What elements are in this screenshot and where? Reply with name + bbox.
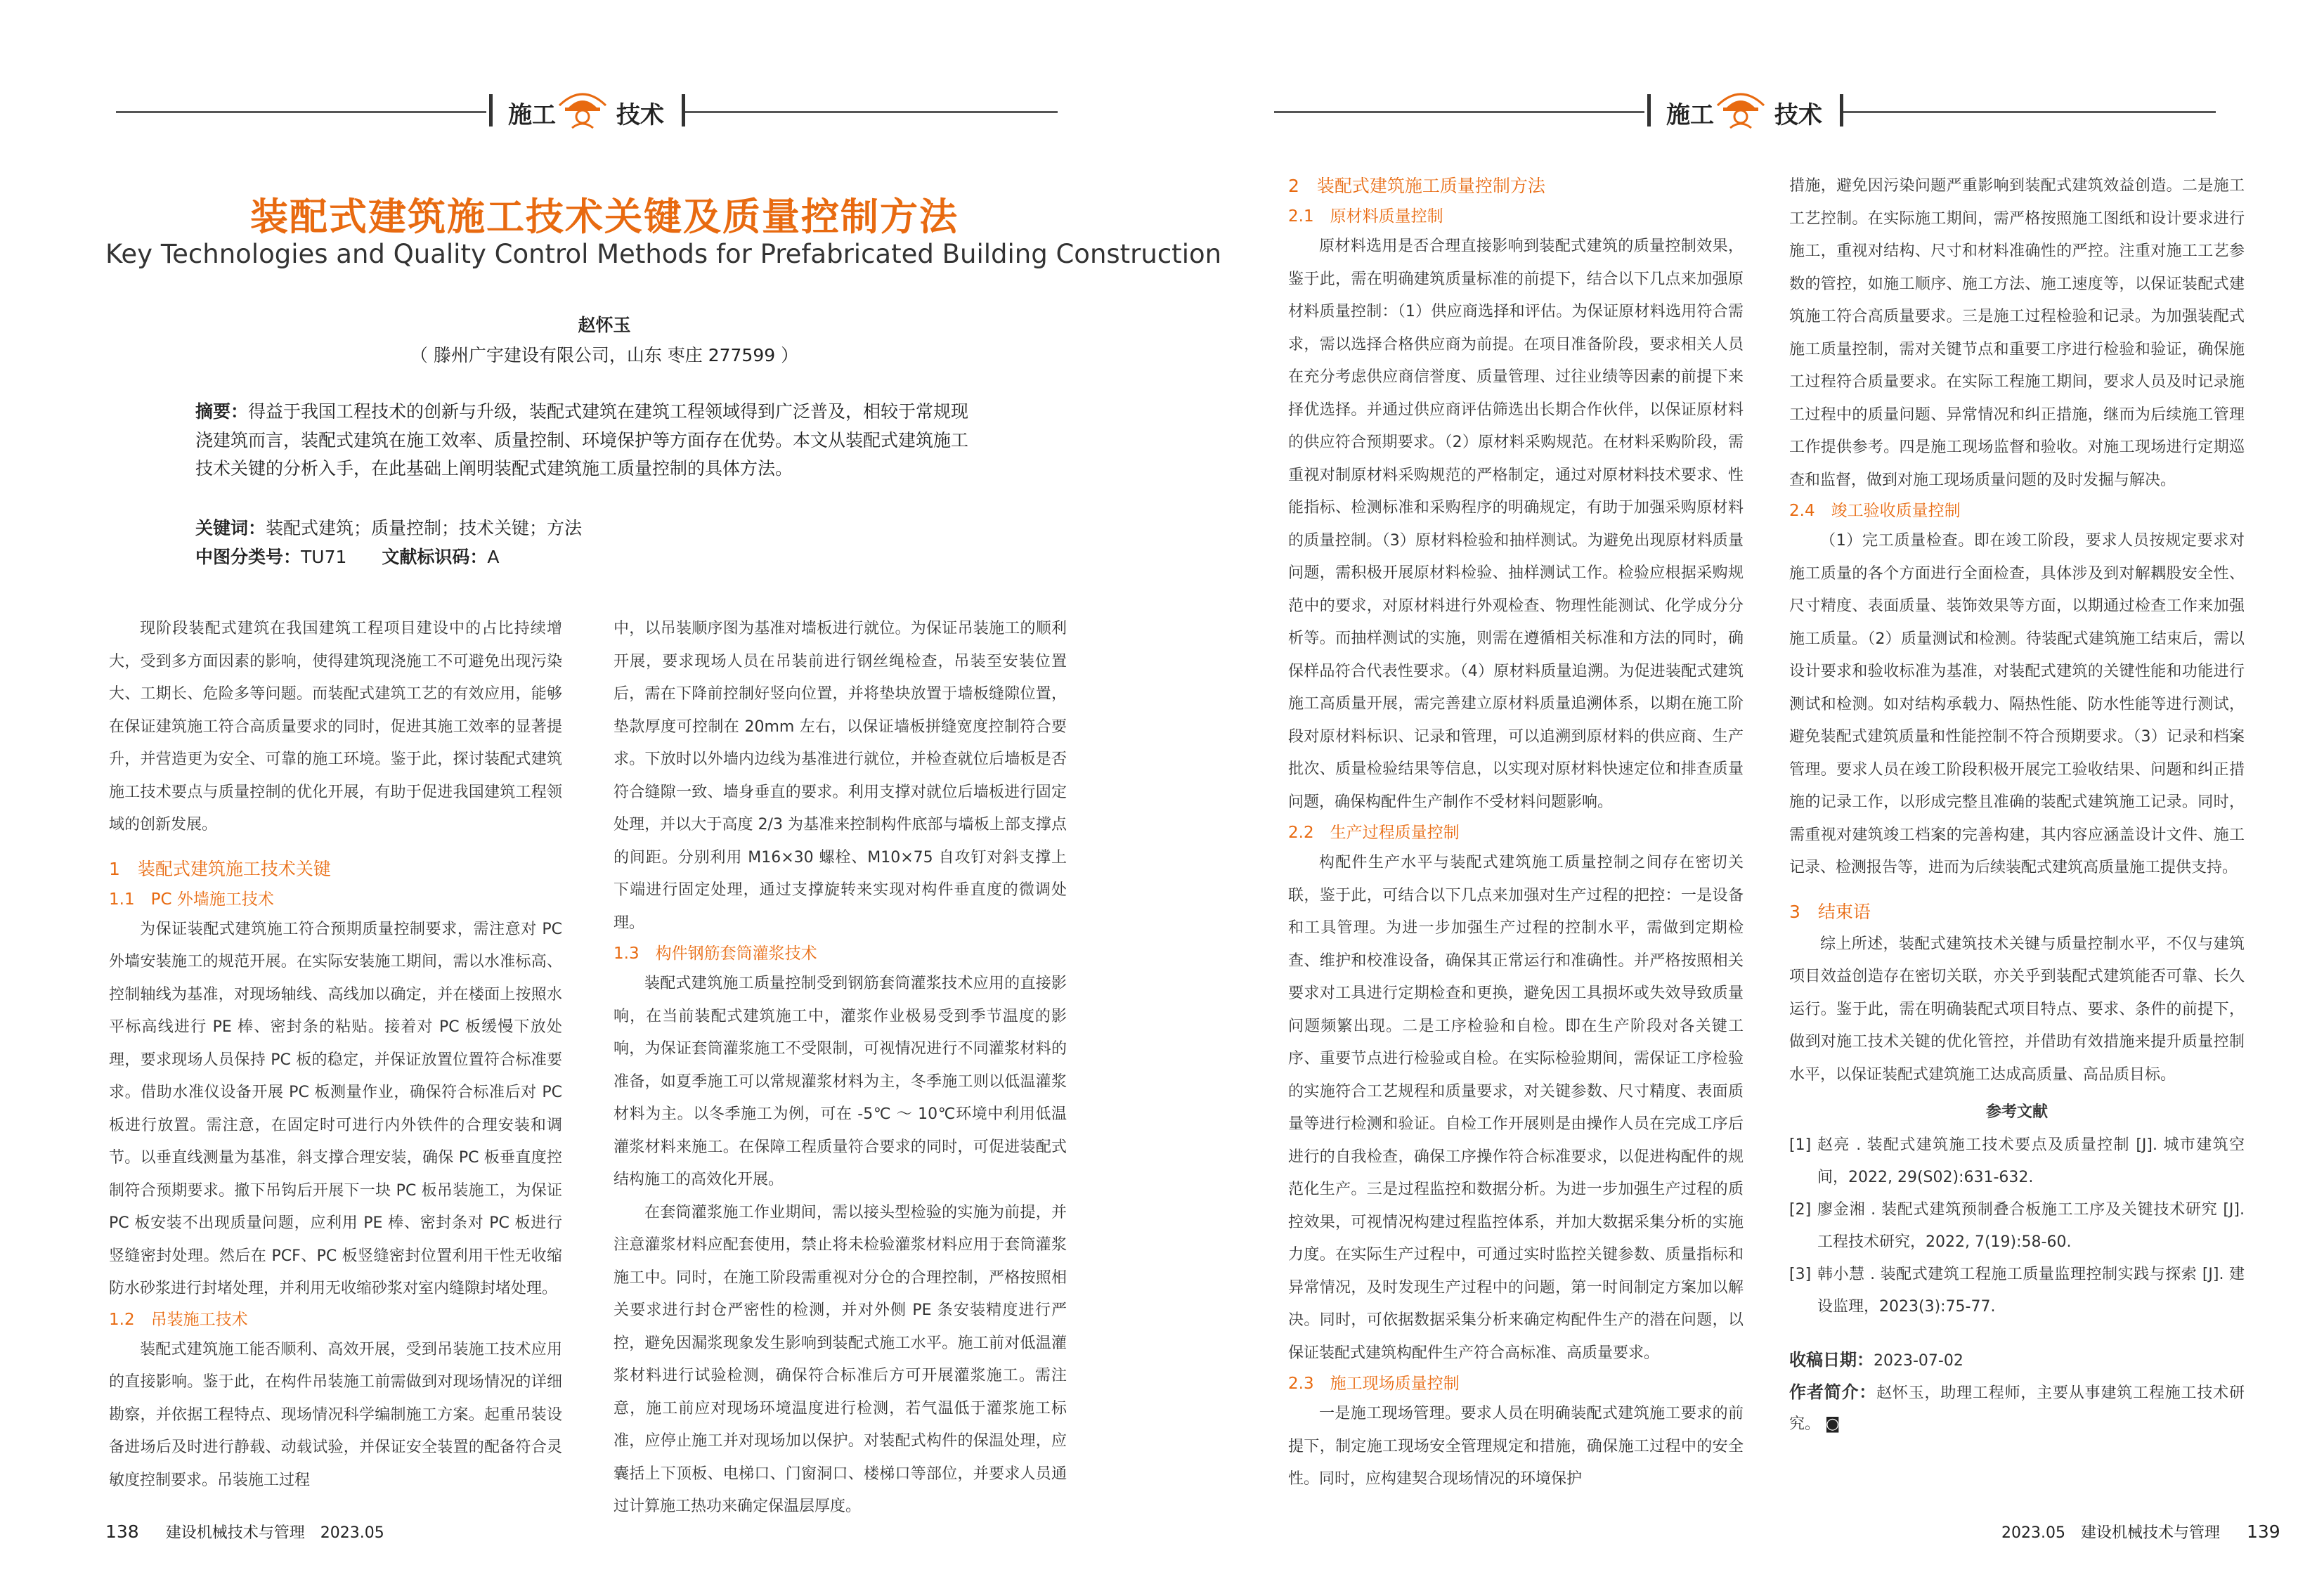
body-column-3	[1288, 170, 1744, 1496]
reference-item	[1789, 1259, 2245, 1323]
subsection-heading-2-3: 2.3 施工现场质量控制	[1288, 1375, 1460, 1393]
page-number-left: 138	[105, 1521, 139, 1542]
header-rule	[1843, 111, 2216, 113]
paragraph-2-3: 一是施工现场管理。要求人员在明确装配式建筑施工要求的前提下，制定施工现场安全管理规定和措施，确保施工过程中的安全性。同时，应构建契合现场情况的环境保护	[1288, 1405, 1744, 1488]
journal-name-right: 2023.05 建设机械技术与管理	[2001, 1524, 2220, 1542]
received-date	[1789, 1344, 2245, 1377]
section-heading-1: 1 装配式建筑施工技术关键	[109, 858, 331, 879]
paragraph-2-3-cont: 措施，避免因污染问题严重影响到装配式建筑效益创造。二是施工工艺控制。在实际施工期间，需严格按照施工图纸和设计要求进行施工，重视对结构、尺寸和材料准确性的严控。注重对施工工艺参数的管控，如施工顺序、施工方法、施工速度等，以保证装配式建筑施工符合高质量要求。三是施工过程检验和记录。为加强装配式施工质量控制，需对关键节点和重要工序进行检验和验证，确保施工过程符合质量要求。在实际工程施工期间，要求人员及时记录施工过程中的质量问题、异常情况和纠正措施，继而为后续施工管理工作提供参考。四是施工现场监督和验收。对施工现场进行定期巡查和监督，做到对施工现场质量问题的及时发掘与解决。	[1789, 177, 2245, 489]
clc-label: 中图分类号：	[195, 546, 301, 567]
paragraph-1-2-cont: 中，以吊装顺序图为基准对墙板进行就位。为保证吊装施工的顺利开展，要求现场人员在吊装前进行钢丝绳检查，吊装至安装位置后，需在下降前控制好竖向位置，并将垫块放置于墙板缝隙位置，垫款厚度可控制在 20mm 左右，以保证墙板拼缝宽度控制符合要求。下放时以外墙内边线为基准进行就位，并检查就位后墙板是否符合缝隙一致、墙身垂直的要求。利用支撑对就位后墙板进行固定处理，并以大于高度 2/3 为基准来控制构件底部与墙板上部支撑点的间距。分别利用 M16×30 螺栓、M10×75 自攻钉对斜支撑上下端进行固定处理，通过支撑旋转来实现对构件垂直度的微调处理。	[614, 620, 1067, 932]
right-page	[1162, 0, 2324, 1577]
hard-hat-worker-icon	[555, 87, 610, 129]
abstract-label: 摘要：	[195, 401, 249, 422]
received-value: 2023-07-02	[1874, 1352, 1963, 1370]
doc-code-value: A	[487, 546, 500, 567]
abstract-text: 得益于我国工程技术的创新与升级，装配式建筑在建筑工程领域得到广泛普及，相较于常规现浇建筑而言，装配式建筑在施工效率、质量控制、环境保护等方面存在优势。本文从装配式建筑施工技术关键的分析入手，在此基础上阐明装配式建筑施工质量控制的具体方法。	[195, 401, 969, 479]
paragraph-1-3a: 装配式建筑施工质量控制受到钢筋套筒灌浆技术应用的直接影响，在当前装配式建筑施工中，灌浆作业极易受到季节温度的影响，为保证套筒灌浆施工不受限制，可视情况进行不同灌浆材料的准备，如夏季施工可以常规灌浆材料为主，冬季施工则以低温灌浆材料为主。以冬季施工为例，可在 -5℃ ～ 10℃环境中利用低温灌浆材料来施工。在保障工程质量符合要求的同时，可促进装配式结构施工的高效化开展。	[614, 975, 1067, 1188]
subsection-heading-2-4: 2.4 竣工验收质量控制	[1789, 502, 1961, 520]
paragraph-1-1: 为保证装配式建筑施工符合预期质量控制要求，需注意对 PC 外墙安装施工的规范开展。在实际安装施工期间，需以水准标高、控制轴线为基准，对现场轴线、高线加以确定，并在楼面上按照水平标高线进行 PE 棒、密封条的粘贴。接着对 PC 板缓慢下放处理，要求现场人员保持 PC 板的稳定，并保证放置位置符合标准要求。借助水准仪设备开展 PC 板测量作业，确保符合标准后对 PC 板进行放置。需注意，在固定时可进行内外铁件的合理安装和调节。以垂直线测量为基准，斜支撑合理安装，确保 PC 板垂直度控制符合预期要求。撤下吊钩后开展下一块 PC 板吊装施工，为保证 PC 板安装不出现质量问题，应利用 PE 棒、密封条对 PC 板进行竖缝密封处理。然后在 PCF、PC 板竖缝密封位置利用干性无收缩防水砂浆进行封堵处理，并利用无收缩砂浆对室内缝隙封堵处理。	[109, 920, 562, 1297]
paragraph-2-1: 原材料选用是否合理直接影响到装配式建筑的质量控制效果，鉴于此，需在明确建筑质量标准的前提下，结合以下几点来加强原材料质量控制：（1）供应商选择和评估。为保证原材料选用符合需求，需以选择合格供应商为前提。在项目准备阶段，要求相关人员在充分考虑供应商信誉度、质量管理、过往业绩等因素的前提下来择优选择。并通过供应商评估筛选出长期合作伙伴，以保证原材料的供应符合预期要求。（2）原材料采购规范。在材料采购阶段，需重视对制原材料采购规范的严格制定，通过对原材料技术要求、性能指标、检测标准和采购程序的明确规定，有助于加强采购原材料的质量控制。（3）原材料检验和抽样测试。为避免出现原材料质量问题，需积极开展原材料检验、抽样测试工作。检验应根据采购规范中的要求，对原材料进行外观检查、物理性能测试、化学成分分析等。而抽样测试的实施，则需在遵循相关标准和方法的同时，确保样品符合代表性要求。（4）原材料质量追溯。为促进装配式建筑施工高质量开展，需完善建立原材料质量追溯体系，以期在施工阶段对原材料标识、记录和管理，可以追溯到原材料的供应商、生产批次、质量检验结果等信息，以实现对原材料快速定位和排查质量问题，确保构配件生产制作不受材料问题影响。	[1288, 238, 1744, 811]
reference-number: [1]	[1789, 1136, 1812, 1154]
paragraph-2-4: （1）完工质量检查。即在竣工阶段，要求人员按规定要求对施工质量的各个方面进行全面检查，具体涉及到对解耦股安全性、尺寸精度、表面质量、装饰效果等方面，以期通过检查工作来加强施工质量。（2）质量测试和检测。待装配式建筑施工结束后，需以设计要求和验收标准为基准，对装配式建筑的关键性能和功能进行测试和检测。如对结构承载力、隔热性能、防水性能等进行测试，避免装配式建筑质量和性能控制不符合预期要求。（3）记录和档案管理。要求人员在竣工阶段积极开展完工验收结果、问题和纠正措施的记录工作，以形成完整且准确的装配式建筑施工记录。同时，需重视对建筑竣工档案的完善构建，其内容应涵盖设计文件、施工记录、检测报告等，进而为后续装配式建筑高质量施工提供支持。	[1789, 532, 2245, 876]
author-bio	[1789, 1377, 2245, 1440]
reference-item	[1789, 1129, 2245, 1194]
article-title-en: Key Technologies and Quality Control Methods for Prefabricated Building Construction	[105, 239, 1222, 269]
page-header-right	[1274, 90, 2223, 132]
header-rule	[1274, 111, 1644, 113]
author-affiliation: （ 滕州广宇建设有限公司，山东 枣庄 277599 ）	[410, 345, 799, 365]
keywords-block	[195, 514, 982, 571]
keywords-text: 装配式建筑；质量控制；技术关键；方法	[266, 518, 583, 538]
reference-text: 廖金湘 . 装配式建筑预制叠合板施工工序及关键技术研究 [J]. 工程技术研究，2022, 7(19):58-60.	[1817, 1201, 2245, 1251]
subsection-heading-1-2: 1.2 吊装施工技术	[109, 1310, 248, 1329]
header-divider	[1840, 94, 1843, 126]
author-bio-text: 赵怀玉，助理工程师，主要从事建筑工程施工技术研究。	[1789, 1384, 2245, 1433]
author-bio-label: 作者简介：	[1789, 1382, 1877, 1402]
header-rule	[116, 111, 486, 113]
page-number-right: 139	[2246, 1521, 2280, 1542]
header-divider	[489, 94, 493, 126]
article-title-cn: 装配式建筑施工技术关键及质量控制方法	[250, 195, 959, 239]
keywords-label: 关键词：	[195, 518, 266, 538]
journal-name-left: 建设机械技术与管理 2023.05	[165, 1524, 384, 1542]
section-heading-2: 2 装配式建筑施工质量控制方法	[1288, 176, 1545, 196]
subsection-heading-1-1: 1.1 PC 外墙施工技术	[109, 890, 274, 909]
header-word-construction: 施工	[508, 101, 556, 129]
reference-item	[1789, 1194, 2245, 1259]
hard-hat-worker-icon	[1713, 87, 1768, 129]
subsection-heading-2-1: 2.1 原材料质量控制	[1288, 207, 1443, 226]
header-rule	[685, 111, 1058, 113]
reference-number: [3]	[1789, 1266, 1812, 1283]
footer-left	[105, 1521, 384, 1543]
header-divider	[682, 94, 685, 126]
paragraph-2-2: 构配件生产水平与装配式建筑施工质量控制之间存在密切关联，鉴于此，可结合以下几点来加强对生产过程的把控：一是设备和工具管理。为进一步加强生产过程的控制水平，需做到定期检查、维护和校准设备，确保其正常运行和准确性。并严格按照相关要求对工具进行定期检查和更换，避免因工具损坏或失效导致质量问题频繁出现。二是工序检验和自检。即在生产阶段对各关键工序、重要节点进行检验或自检。在实际检验期间，需保证工序检验的实施符合工艺规程和质量要求，对关键参数、尺寸精度、表面质量等进行检测和验证。自检工作开展则是由操作人员在完成工序后进行的自我检查，确保工序操作符合标准要求，以促进构配件的规范化生产。三是过程监控和数据分析。为进一步加强生产过程的质控效果，可视情况构建过程监控体系，并加大数据采集分析的实施力度。在实际生产过程中，可通过实时监控关键参数、质量指标和异常情况，及时发现生产过程中的问题，第一时间制定方案加以解决。同时，可依据数据采集分析来确定构配件生产的潜在问题，以保证装配式建筑构配件生产符合高标准、高质量要求。	[1288, 854, 1744, 1362]
received-label: 收稿日期：	[1789, 1350, 1874, 1370]
header-divider	[1647, 94, 1651, 126]
subsection-heading-2-2: 2.2 生产过程质量控制	[1288, 824, 1460, 842]
paragraph-3: 综上所述，装配式建筑技术关键与质量控制水平，不仅与建筑项目效益创造存在密切关联，亦关乎到装配式建筑能否可靠、长久运行。鉴于此，需在明确装配式项目特点、要求、条件的前提下，做到对施工技术关键的优化管控，并借助有效措施来提升质量控制水平，以保证装配式建筑施工达成高质量、高品质目标。	[1789, 935, 2245, 1084]
page-header-left	[116, 90, 1065, 132]
end-mark-icon: ◙	[1820, 1415, 1841, 1433]
header-word-technology: 技术	[616, 101, 664, 129]
author-name: 赵怀玉	[578, 315, 631, 335]
body-column-1	[109, 613, 562, 1497]
reference-text: 韩小慧 . 装配式建筑工程施工质量监理控制实践与探索 [J]. 建设监理，2023(3):75-77.	[1817, 1266, 2245, 1316]
header-word-construction: 施工	[1666, 101, 1714, 129]
abstract	[195, 398, 982, 484]
header-word-technology: 技术	[1774, 101, 1822, 129]
references-title: 参考文献	[1985, 1103, 2048, 1121]
paragraph-1-3b: 在套筒灌浆施工作业期间，需以接头型检验的实施为前提，并注意灌浆材料应配套使用，禁止将未检验灌浆材料应用于套筒灌浆施工中。同时，在施工阶段需重视对分仓的合理控制，严格按照相关要求进行封仓严密性的检测，并对外侧 PE 条安装精度进行严控，避免因漏浆现象发生影响到装配式施工水平。施工前对低温灌浆材料进行试验检测，确保符合标准后方可开展灌浆施工。需注意，施工前应对现场环境温度进行检测，若气温低于灌浆施工标准，应停止施工并对现场加以保护。对装配式构件的保温处理，应囊括上下顶板、电梯口、门窗洞口、楼梯口等部位，并要求人员通过计算施工热功来确定保温层厚度。	[614, 1203, 1067, 1515]
paragraph-1-2: 装配式建筑施工能否顺利、高效开展，受到吊装施工技术应用的直接影响。鉴于此，在构件吊装施工前需做到对现场情况的详细勘察，并依据工程特点、现场情况科学编制施工方案。起重吊装设备进场后及时进行静载、动载试验，并保证安全装置的配备符合灵敏度控制要求。吊装施工过程	[109, 1340, 562, 1489]
subsection-heading-1-3: 1.3 构件钢筋套筒灌浆技术	[614, 945, 817, 963]
body-column-2	[614, 613, 1067, 1524]
intro-paragraph: 现阶段装配式建筑在我国建筑工程项目建设中的占比持续增大，受到多方面因素的影响，使得建筑现浇施工不可避免出现污染大、工期长、危险多等问题。而装配式建筑工艺的有效应用，能够在保证建筑施工符合高质量要求的同时，促进其施工效率的显著提升，并营造更为安全、可靠的施工环境。鉴于此，探讨装配式建筑施工技术要点与质量控制的优化开展，有助于促进我国建筑工程领域的创新发展。	[109, 620, 562, 833]
section-heading-3: 3 结束语	[1789, 901, 1871, 922]
footer-right	[2001, 1521, 2280, 1543]
reference-number: [2]	[1789, 1201, 1812, 1219]
body-column-4	[1789, 170, 2245, 1440]
clc-value: TU71	[301, 546, 347, 567]
doc-code-label: 文献标识码：	[382, 546, 488, 567]
reference-text: 赵亮 . 装配式建筑施工技术要点及质量控制 [J]. 城市建筑空间，2022, 29(S02):631-632.	[1817, 1136, 2245, 1186]
